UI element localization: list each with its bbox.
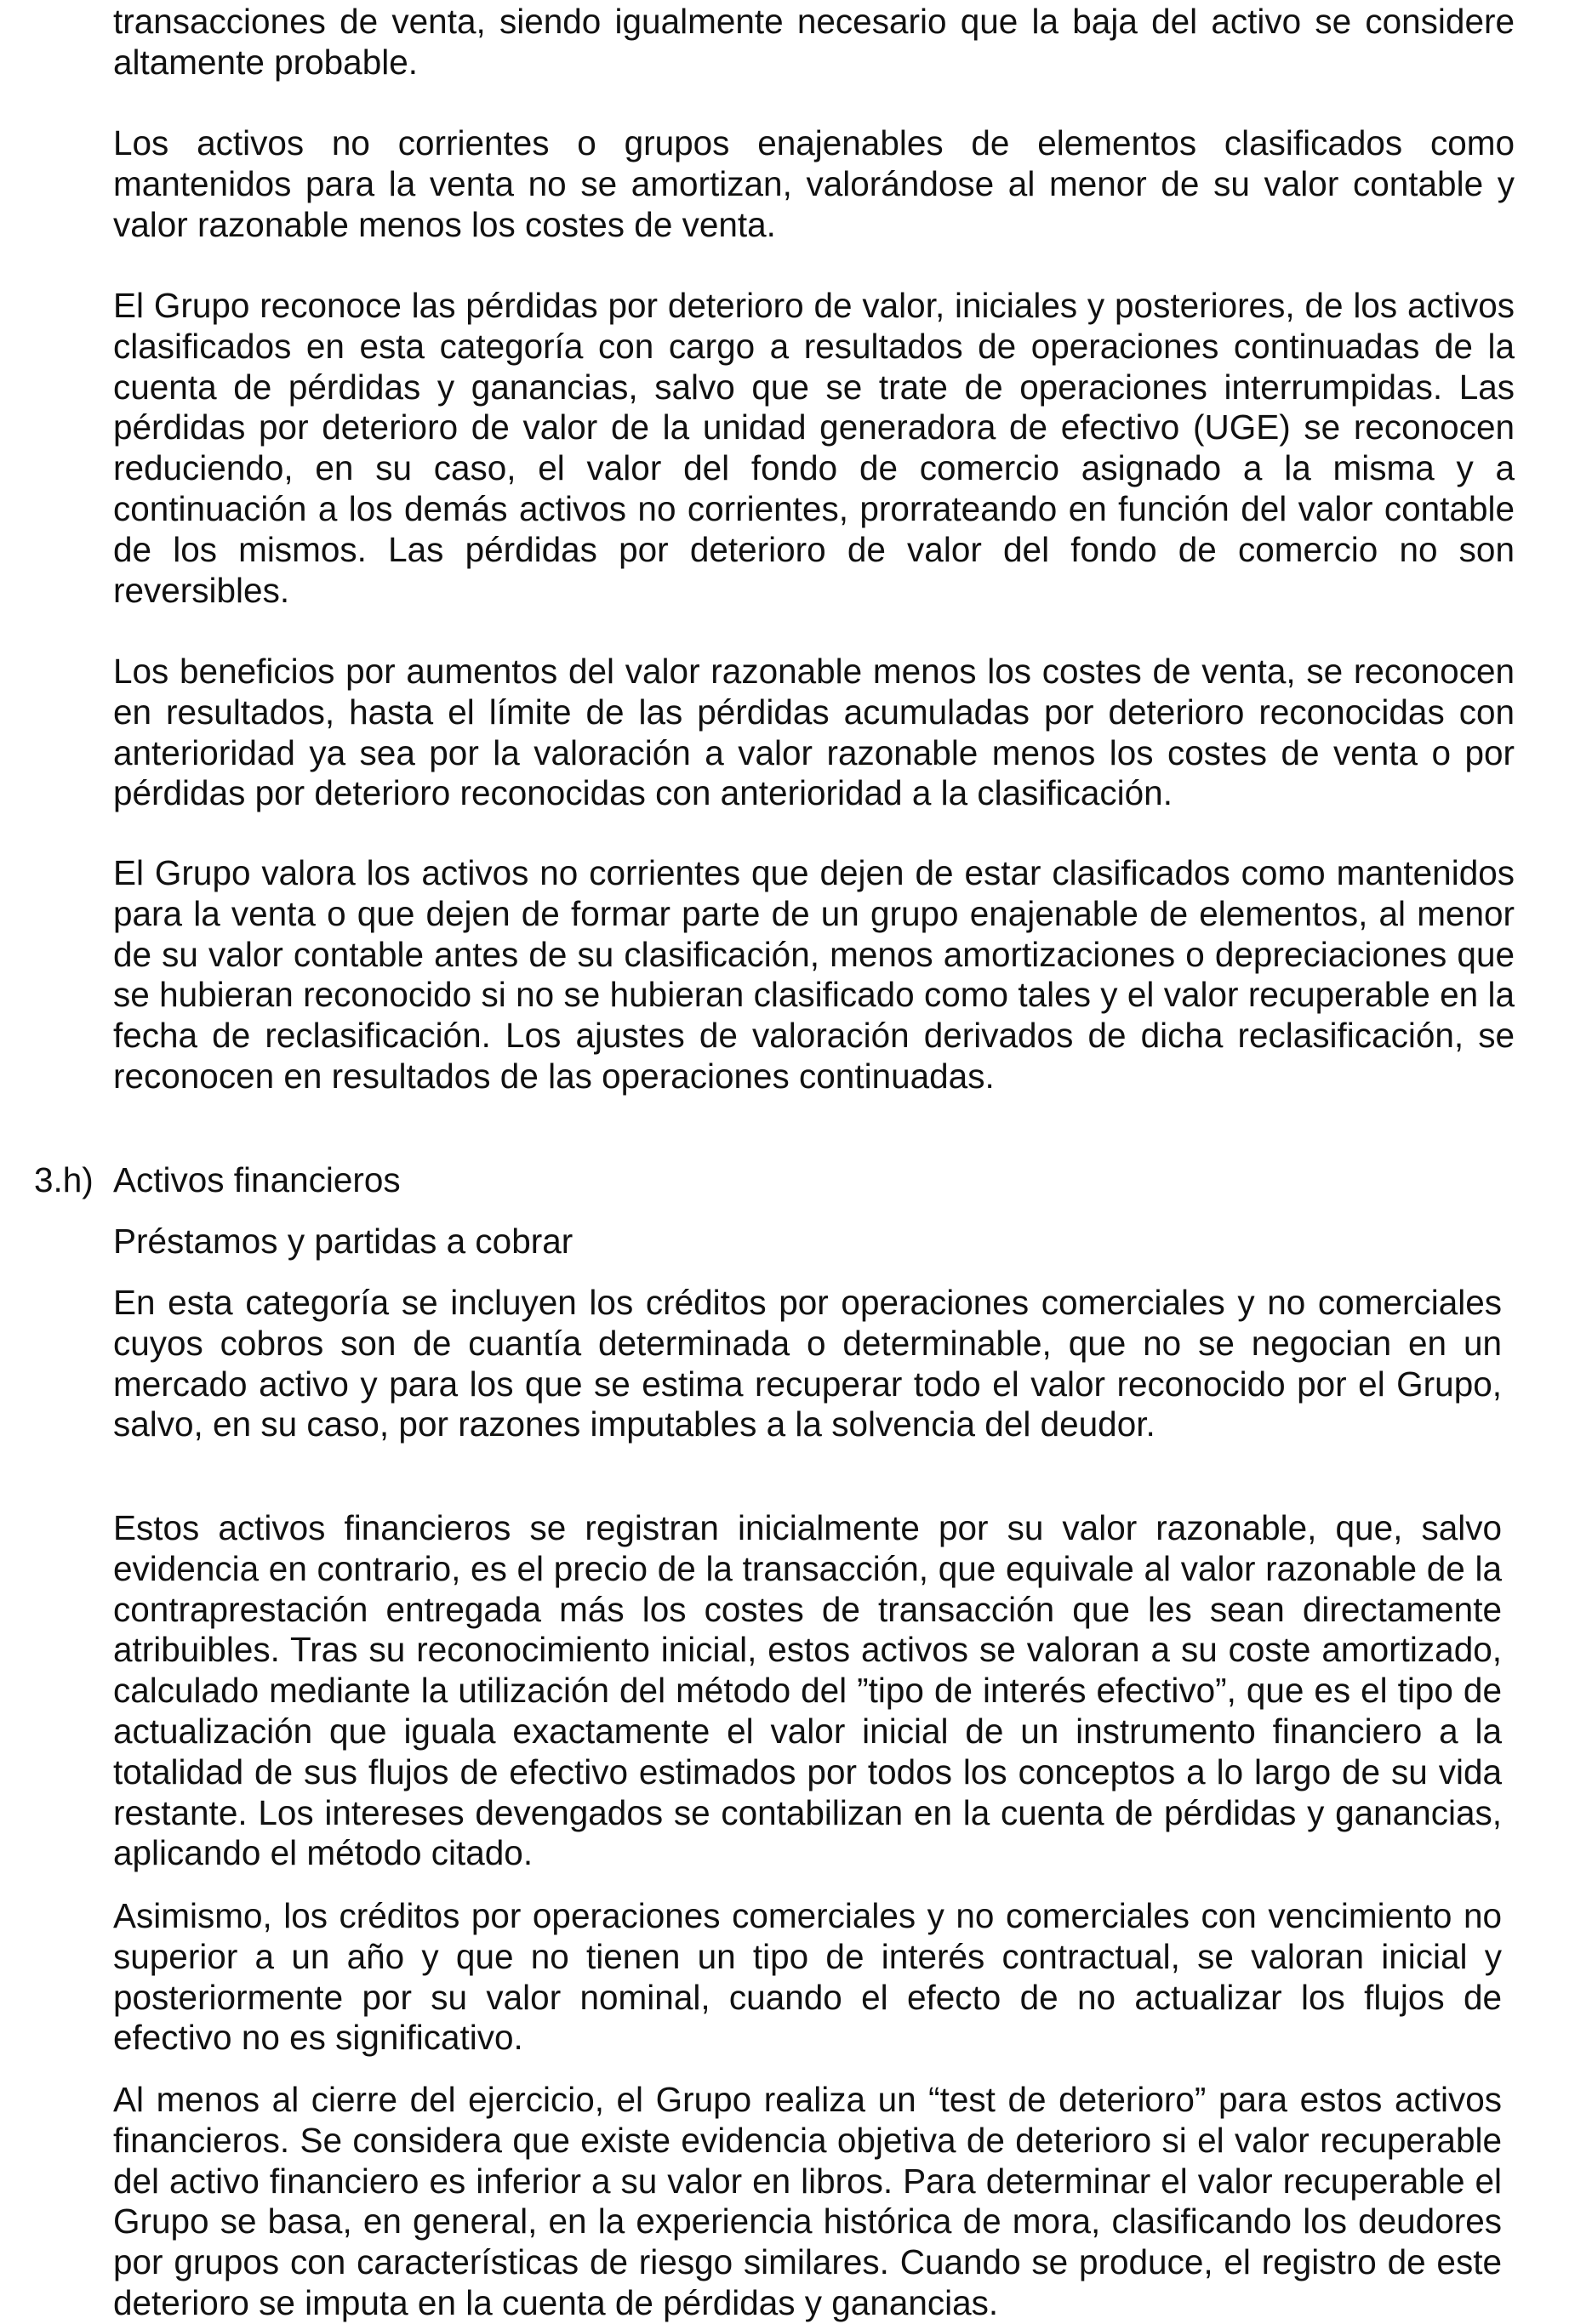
- section-subtitle: Préstamos y partidas a cobrar: [113, 1222, 573, 1261]
- paragraph-impairment-losses: El Grupo reconoce las pérdidas por deterioro de valor, iniciales y posteriores, de los activos clasificados en esta categoría con cargo a resultados de operaciones continuadas de la cuenta de pérdidas y ganancias, salvo que se trate de operaciones interrumpidas. Las pérdidas por deterioro de valor de la unidad generadora de efectivo (UGE) se reconocen reduciendo, en su caso, el valor del fondo de comercio asignado a la misma y a continuación a los demás activos no corrientes, prorrateando en función del valor contable de los mismos. Las pérdidas por deterioro de valor del fondo de comercio no son reversibles.: [113, 286, 1515, 610]
- paragraph-impairment-test: Al menos al cierre del ejercicio, el Grupo realiza un “test de deterioro” para estos activos financieros. Se considera que existe evidencia objetiva de deterioro si el valor recuperable del activo financiero es inferior a su valor en libros. Para determinar el valor recuperable el Grupo se basa, en general, en la experiencia histórica de mora, clasificando los deudores por grupos con características de riesgo similares. Cuando se produce, el registro de este deterioro se imputa en la cuenta de pérdidas y ganancias.: [113, 2080, 1502, 2322]
- paragraph-fair-value-gains: Los beneficios por aumentos del valor razonable menos los costes de venta, se reconocen en resultados, hasta el límite de las pérdidas acumuladas por deterioro reconocidas con anterioridad ya sea por la valoración a valor razonable menos los costes de venta o por pérdidas por deterioro reconocidas con anterioridad a la clasificación.: [113, 652, 1515, 813]
- paragraph-nominal-value: Asimismo, los créditos por operaciones comerciales y no comerciales con vencimiento no superior a un año y que no tienen un tipo de interés contractual, se valoran inicial y posteriormente por su valor nominal, cuando el efecto de no actualizar los flujos de efectivo no es significativo.: [113, 1896, 1502, 2058]
- paragraph-loans-receivables-scope: En esta categoría se incluyen los créditos por operaciones comerciales y no comerciales cuyos cobros son de cuantía determinada o determinable, que no se negocian en un mercado activo y para los que se estima recuperar todo el valor reconocido por el Grupo, salvo, en su caso, por razones imputables a la solvencia del deudor.: [113, 1283, 1502, 1444]
- paragraph-held-for-sale-condition: transacciones de venta, siendo igualmente necesario que la baja del activo se considere altamente probable.: [113, 2, 1515, 82]
- paragraph-reclassification: El Grupo valora los activos no corrientes que dejen de estar clasificados como mantenidos para la venta o que dejen de formar parte de un grupo enajenable de elementos, al menor de su valor contable antes de su clasificación, menos amortizaciones o depreciaciones que se hubieran reconocido si no se hubieran clasificado como tales y el valor recuperable en la fecha de reclasificación. Los ajustes de valoración derivados de dicha reclasificación, se reconocen en resultados de las operaciones continuadas.: [113, 853, 1515, 1096]
- section-title: Activos financieros: [113, 1160, 401, 1199]
- paragraph-held-for-sale-valuation: Los activos no corrientes o grupos enajenables de elementos clasificados como mantenidos para la venta no se amortizan, valorándose al menor de su valor contable y valor razonable menos los costes de venta.: [113, 123, 1515, 244]
- section-number: 3.h): [34, 1160, 94, 1199]
- paragraph-initial-measurement: Estos activos financieros se registran inicialmente por su valor razonable, que, salvo evidencia en contrario, es el precio de la transacción, que equivale al valor razonable de la contraprestación entregada más los costes de transacción que les sean directamente atribuibles. Tras su reconocimiento inicial, estos activos se valoran a su coste amortizado, calculado mediante la utilización del método del ”tipo de interés efectivo”, que es el tipo de actualización que iguala exactamente el valor inicial de un instrumento financiero a la totalidad de sus flujos de efectivo estimados por todos los conceptos a lo largo de su vida restante. Los intereses devengados se contabilizan en la cuenta de pérdidas y ganancias, aplicando el método citado.: [113, 1508, 1502, 1873]
